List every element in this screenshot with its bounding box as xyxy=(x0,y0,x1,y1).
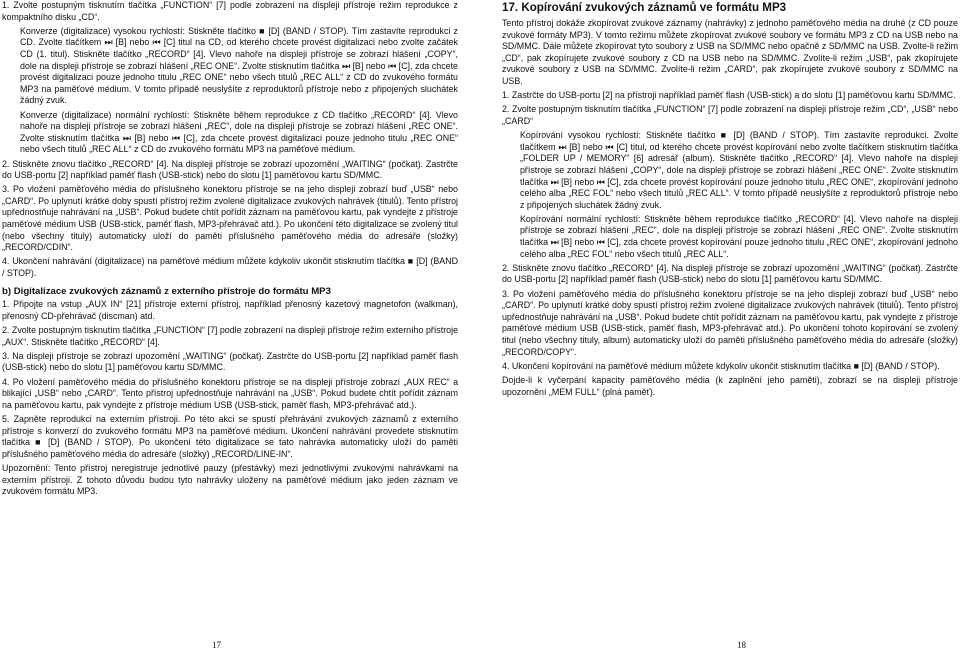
step-text: 4. Ukončení kopírování na paměťové médium můžete kdykoliv ukončit stisknutím tlačítka ■ [D] (BAND / STOP). xyxy=(502,360,940,371)
page-number-right: 18 xyxy=(737,640,746,650)
note-paragraph: Upozornění: Tento přístroj neregistruje jednotlivé pauzy (přestávky) mezi jednotlivými zvukovými nahrávkami na externím přístroji. Z tohoto důvodu budou tyto nahrávky uloženy na paměťové médium jako jeden záznam ve zvukovém formátu MP3. xyxy=(2,462,458,497)
step-text: 4. Po vložení paměťového média do příslušného konektoru přístroje se na displeji přístroje zobrazí „AUX REC“ a blikající „USB“ nebo „CARD“. Tento přístroj upřednostňuje nahrávání na „USB“. Pokud budete chtít pořídit záznam na paměťovou kartu, pak vyndejte z přístroje médium USB (USB-stick, paměť flash, MP3-přehrávač atd.). xyxy=(2,376,458,410)
normal-speed-copy-paragraph: Kopírování normální rychlostí: Stiskněte během reprodukce tlačítko „RECORD“ [4]. Vlevo nahoře na displeji přístroje se zobrazí hlášení „REC“, dole na displeji přístroje se zobrazí hlášení „REC ONE“. Zvolte stisknutím tlačítka ⏭ [B] nebo ⏮ [C], zda chcete provést kopírování pouze jednoho titulu „REC ONE“, zkopírování jednoho celého alba „REC FOL“ nebo všech titulů „REC ALL“. xyxy=(520,213,958,259)
left-page-column xyxy=(2,0,458,500)
aux-step-4 xyxy=(2,377,458,412)
section-heading-b: b) Digitalizace zvukových záznamů z externího přístroje do formátu MP3 xyxy=(2,285,331,297)
step-text: 1. Zastrčte do USB-portu [2] na přístroji například paměť flash (USB-stick) a do slotu [1] paměťovou kartu SD/MMC. xyxy=(502,90,956,101)
normal-speed-conversion-paragraph: Konverze (digitalizace) normální rychlostí: Stiskněte během reprodukce z CD tlačítko „RECORD“ [4]. Vlevo nahoře na displeji přístroje se zobrazí hlášení „REC“, dole na displeji přístroje se zobrazí hlášení „REC ONE“. Zvolte stisknutím tlačítka ⏭ [B] nebo ⏮ [C], zda chcete provést digitalizaci pouze jednoho titulu „REC ONE“ nebo všech titulů „REC ALL“ z CD do zvukového formátu MP3 na paměťové médium. xyxy=(20,109,458,155)
step-text: 3. Po vložení paměťového média do příslušného konektoru přístroje se na jeho displeji zobrazí buď „USB“ nebo „CARD“. Po uplynutí krátké doby spustí přístroj režim zvolené digitalizace zvukových nahrávek (titulů). Tento přístroj upřednostňuje nahrávání na „USB“. Pokud budete chtít pořídit záznam na paměťovou kartu, pak vyndejte z přístroje paměťové médium USB (USB-stick, paměť flash, MP3-přehrávač atd.). Po ukončení tohoto kopírování se zvolený titul (nebo všechny tituly, album) automaticky uloží do paměti příslušného paměťového média do adresáře (složky) „RECORD/COPY“. xyxy=(502,288,958,357)
aux-step-2 xyxy=(2,325,458,348)
step-text: 2. Stiskněte znovu tlačítko „RECORD“ [4]. Na displeji přístroje se zobrazí upozornění „WAITING“ (počkat). Zastrčte do USB-portu [2] například paměť flash (USB-stick) nebo do slotu [1] paměťovou kartu SD/MMC. xyxy=(2,158,458,181)
step-text: 3. Na displeji přístroje se zobrazí upozornění „WAITING“ (počkat). Zastrčte do USB-portu [2] například paměť flash (USB-stick) nebo do slotu [1] paměťovou kartu SD/MMC. xyxy=(2,350,458,373)
step-4 xyxy=(2,256,458,279)
step-text: 1. Zvolte postupným tisknutím tlačítka „FUNCTION“ [7] podle zobrazení na displeji přístroje režim reprodukce z kompaktního disku „CD“. xyxy=(2,0,458,22)
step-2 xyxy=(2,159,458,182)
aux-step-5 xyxy=(2,414,458,460)
aux-step-3 xyxy=(2,351,458,374)
memory-full-paragraph: Dojde-li k vyčerpání kapacity paměťového média (k zaplnění jeho paměti), zobrazí se na displeji přístroje upozornění „MEM FULL“ (plná paměť). xyxy=(502,374,958,397)
step-text: 2. Zvolte postupným tisknutím tlačítka „FUNCTION“ [7] podle zobrazení na displeji přístroje režim externího přístroje „AUX“. Stiskněte tlačítko „RECORD“ [4]. xyxy=(2,325,458,347)
right-page-column xyxy=(502,0,958,401)
step-1 xyxy=(2,0,458,23)
step-text: 3. Po vložení paměťového média do příslušného konektoru přístroje se na jeho displeji zobrazí buď „USB“ nebo „CARD“. Po uplynutí krátké doby spustí přístroj režim zvolené digitalizace zvukových nahrávek (titulů). Tento přístroj upřednostňuje nahrávání na „USB“. Pokud budete chtít pořídit záznam na paměťovou kartu, pak vyndejte z přístroje paměťové médium USB (USB-stick, paměť flash, MP3-přehrávač atd.). Po ukončení této digitalizace se zvolený titul (nebo všechny tituly) automaticky uloží do paměti příslušného paměťového média do adresáře (složky) „RECORD/CDIN“. xyxy=(2,184,458,253)
high-speed-conversion-paragraph: Konverze (digitalizace) vysokou rychlostí: Stiskněte tlačítko ■ [D] (BAND / STOP). Tím zastavíte reprodukci z CD. Zvolte tlačítkem ⏭ [B] nebo ⏮ [C] titul na CD, od kterého chcete provést digitalizaci nebo zvolte začátek CD (1. titul). Stiskněte tlačítko „RECORD“ [4]. Vlevo nahoře na displeji přístroje se zobrazí hlášení „COPY“, dole na displeji přístroje se zobrazí hlášení „REC ONE“. Zvolte stisknutím tlačítka ⏭ [B] nebo ⏮ [C], zda chcete provést digitalizaci pouze jednoho titulu „REC ONE“ nebo všech titulů „REC ALL“ z CD do zvukového formátu MP3 na paměťové médium. V tomto případě neuslyšíte z reproduktorů přístroje nebo z připojených sluchátek žádný zvuk. xyxy=(20,25,458,106)
copy-step-1 xyxy=(502,90,958,102)
step-text: 4. Ukončení nahrávání (digitalizace) na paměťové médium můžete kdykoliv ukončit stisknutím tlačítka ■ [D] (BAND / STOP). xyxy=(2,256,458,279)
step-text: 5. Zapněte reprodukci na externím přístroji. Po této akci se spustí přehrávání zvukových záznamů z externího přístroje s konverzí do zvukového formátu MP3 na paměťové médium. Ukončení nahrávání provedete stisknutím tlačítka ■ [D] (BAND / STOP). Po ukončení této digitalizace se tato nahrávka automaticky uloží do paměti příslušného paměťového média do adresáře (složky) „RECORD/LINE-IN“. xyxy=(2,413,458,459)
chapter-heading: 17. Kopírování zvukových záznamů ve formátu MP3 xyxy=(502,1,787,14)
copy-step-2 xyxy=(502,104,958,127)
copy-step-4 xyxy=(502,361,958,373)
aux-step-1 xyxy=(2,299,458,322)
page-number-left: 17 xyxy=(212,640,221,650)
step-text: 2. Stiskněte znovu tlačítko „RECORD“ [4]. Na displeji přístroje se zobrazí upozornění „WAITING“ (počkat). Zastrčte do USB-portu [2] například paměť flash (USB-stick) nebo do slotu [1] paměťovou kartu SD/MMC. xyxy=(502,262,958,285)
copy-step-3 xyxy=(502,289,958,359)
copy-step-2b xyxy=(502,263,958,286)
step-3 xyxy=(2,184,458,254)
step-text: 1. Připojte na vstup „AUX IN“ [21] přístroje externí přístroj, například přenosný kazetový magnetofon (walkman), přenosný CD-přehrávač (discman) atd. xyxy=(2,299,458,321)
step-text: 2. Zvolte postupným tisknutím tlačítka „FUNCTION“ [7] podle zobrazení na displeji přístroje režim „CD“, „USB“ nebo „CARD“ xyxy=(502,104,958,126)
intro-paragraph: Tento přístroj dokáže zkopírovat zvukové záznamy (nahrávky) z jednoho paměťového média na druhé (z CD pouze zvukové formáty MP3). V tomto režimu můžete zkopírovat zvukové soubory ve formátu MP3 z CD na USB nebo na SD/MMC. Dále můžete zkopírovat tyto soubory z USB na SD/MMC nebo opačně z SD/MMC na USB. Zvolte-li režim „CD“, pak zkopírujete zvukové soubory z CD na USB nebo na SD/MMC. Zvolíte-li režim „USB“, pak zkopírujete zvukové soubory z USB na SD/MMC. Zvolíte-li režim „CARD“, pak zkopírujete zvukové soubory z SD/MMC na USB. xyxy=(502,18,958,86)
high-speed-copy-paragraph: Kopírování vysokou rychlostí: Stiskněte tlačítko ■ [D] (BAND / STOP). Tím zastavíte reprodukci. Zvolte tlačítkem ⏭ [B] nebo ⏮ [C] titul, od kterého chcete provést kopírování nebo zvolte tlačítkem stisknutím tlačítka „FOLDER UP / MEMORY“ [6] adresář (album). Stiskněte tlačítko „RECORD“ [4]. Vlevo nahoře na displeji přístroje se zobrazí hlášení „COPY“, dole na displeji přístroje se zobrazí hlášení „REC ONE“. Zvolte stisknutím tlačítka ⏭ [B] nebo ⏮ [C], zda chcete provést kopírování pouze jednoho titulu „REC ONE“, zkopírování jednoho celého alba „REC FOL“ nebo všech titulů „REC ALL“. V tomto případě neuslyšíte z reproduktorů přístroje nebo z připojených sluchátek žádný zvuk. xyxy=(520,130,958,210)
